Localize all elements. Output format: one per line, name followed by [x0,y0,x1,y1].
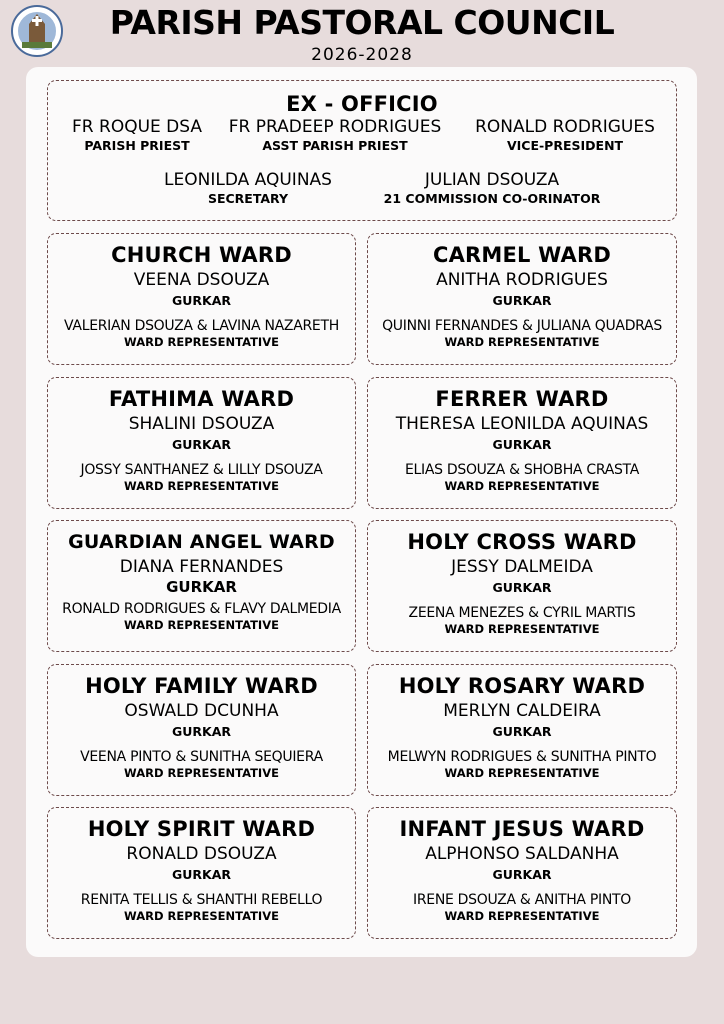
ward-box-ferrer [367,377,677,509]
ward-representative-label: WARD REPRESENTATIVE [444,909,600,923]
member-role: PARISH PRIEST [84,138,190,153]
member-role: 21 COMMISSION CO-ORINATOR [383,191,601,206]
member-name: RONALD RODRIGUES [475,117,655,137]
gurkar-name: SHALINI DSOUZA [128,414,275,434]
member-role: SECRETARY [207,191,289,206]
ward-representative-label: WARD REPRESENTATIVE [444,479,600,493]
ward-title: CHURCH WARD [111,243,292,267]
ward-representative-label: WARD REPRESENTATIVE [124,766,279,780]
ward-title: INFANT JESUS WARD [399,817,645,841]
ward-box-holy-family [47,664,356,796]
gurkar-name: MERLYN CALDEIRA [443,701,601,721]
ex-officio-member [475,117,655,153]
page-title: PARISH PASTORAL COUNCIL [109,3,615,42]
ward-title: GUARDIAN ANGEL WARD [68,531,335,553]
gurkar-label: GURKAR [166,578,237,596]
ex-officio-member [229,117,441,153]
gurkar-name: THERESA LEONILDA AQUINAS [395,414,649,434]
ward-representatives: VEENA PINTO & SUNITHA SEQUIERA [80,749,323,765]
ward-box-fathima [47,377,356,509]
gurkar-name: OSWALD DCUNHA [124,701,279,721]
member-name: LEONILDA AQUINAS [164,170,332,190]
gurkar-name: RONALD DSOUZA [126,844,277,864]
gurkar-name: VEENA DSOUZA [133,270,270,290]
ward-representatives: JOSSY SANTHANEZ & LILLY DSOUZA [80,462,323,478]
gurkar-label: GURKAR [492,867,552,882]
ex-officio-member [72,117,202,153]
ward-representative-label: WARD REPRESENTATIVE [124,479,279,493]
ward-title: HOLY ROSARY WARD [398,674,646,698]
ward-representatives: RONALD RODRIGUES & FLAVY DALMEDIA [62,601,341,617]
member-name: FR PRADEEP RODRIGUES [228,117,442,137]
ward-representatives: RENITA TELLIS & SHANTHI REBELLO [80,892,323,908]
member-name: FR ROQUE DSA [72,117,202,137]
ward-title: HOLY CROSS WARD [407,530,637,554]
ex-officio-box [47,80,677,221]
ward-representatives: QUINNI FERNANDES & JULIANA QUADRAS [382,318,662,334]
ward-box-carmel [367,233,677,365]
ward-representatives: ELIAS DSOUZA & SHOBHA CRASTA [405,462,639,478]
ward-box-church [47,233,356,365]
ward-title: HOLY SPIRIT WARD [87,817,316,841]
ward-representatives: MELWYN RODRIGUES & SUNITHA PINTO [387,749,657,765]
ward-box-holy-cross [367,520,677,652]
term-years: 2026-2028 [311,45,413,65]
ex-officio-member [384,170,601,206]
ex-officio-title: EX - OFFICIO [286,92,438,116]
member-name: JULIAN DSOUZA [424,170,560,190]
ward-representative-label: WARD REPRESENTATIVE [124,618,279,632]
ward-box-holy-rosary [367,664,677,796]
ward-title: HOLY FAMILY WARD [85,674,318,698]
member-role: ASST PARISH PRIEST [262,138,408,153]
gurkar-label: GURKAR [492,437,552,452]
gurkar-name: JESSY DALMEIDA [451,557,593,577]
member-role: VICE-PRESIDENT [506,138,624,153]
gurkar-label: GURKAR [492,580,552,595]
ward-representatives: ZEENA MENEZES & CYRIL MARTIS [408,605,636,621]
ward-box-guardian-angel [47,520,356,652]
ward-title: FATHIMA WARD [108,387,295,411]
gurkar-label: GURKAR [171,437,232,452]
gurkar-label: GURKAR [171,293,232,308]
ward-representatives: IRENE DSOUZA & ANITHA PINTO [413,892,631,908]
ward-title: CARMEL WARD [432,243,612,267]
ward-title: FERRER WARD [435,387,609,411]
gurkar-label: GURKAR [171,724,232,739]
ward-representative-label: WARD REPRESENTATIVE [124,909,279,923]
ward-box-holy-spirit [47,807,356,939]
ward-representative-label: WARD REPRESENTATIVE [444,335,600,349]
gurkar-name: DIANA FERNANDES [119,557,284,577]
ex-officio-member [164,170,332,206]
gurkar-name: ALPHONSO SALDANHA [425,844,619,864]
ward-representative-label: WARD REPRESENTATIVE [444,622,600,636]
ward-representative-label: WARD REPRESENTATIVE [444,766,600,780]
ward-representatives: VALERIAN DSOUZA & LAVINA NAZARETH [64,318,339,334]
gurkar-label: GURKAR [492,293,552,308]
gurkar-name: ANITHA RODRIGUES [436,270,608,290]
gurkar-label: GURKAR [171,867,232,882]
ward-box-infant-jesus [367,807,677,939]
ward-representative-label: WARD REPRESENTATIVE [124,335,279,349]
gurkar-label: GURKAR [492,724,552,739]
